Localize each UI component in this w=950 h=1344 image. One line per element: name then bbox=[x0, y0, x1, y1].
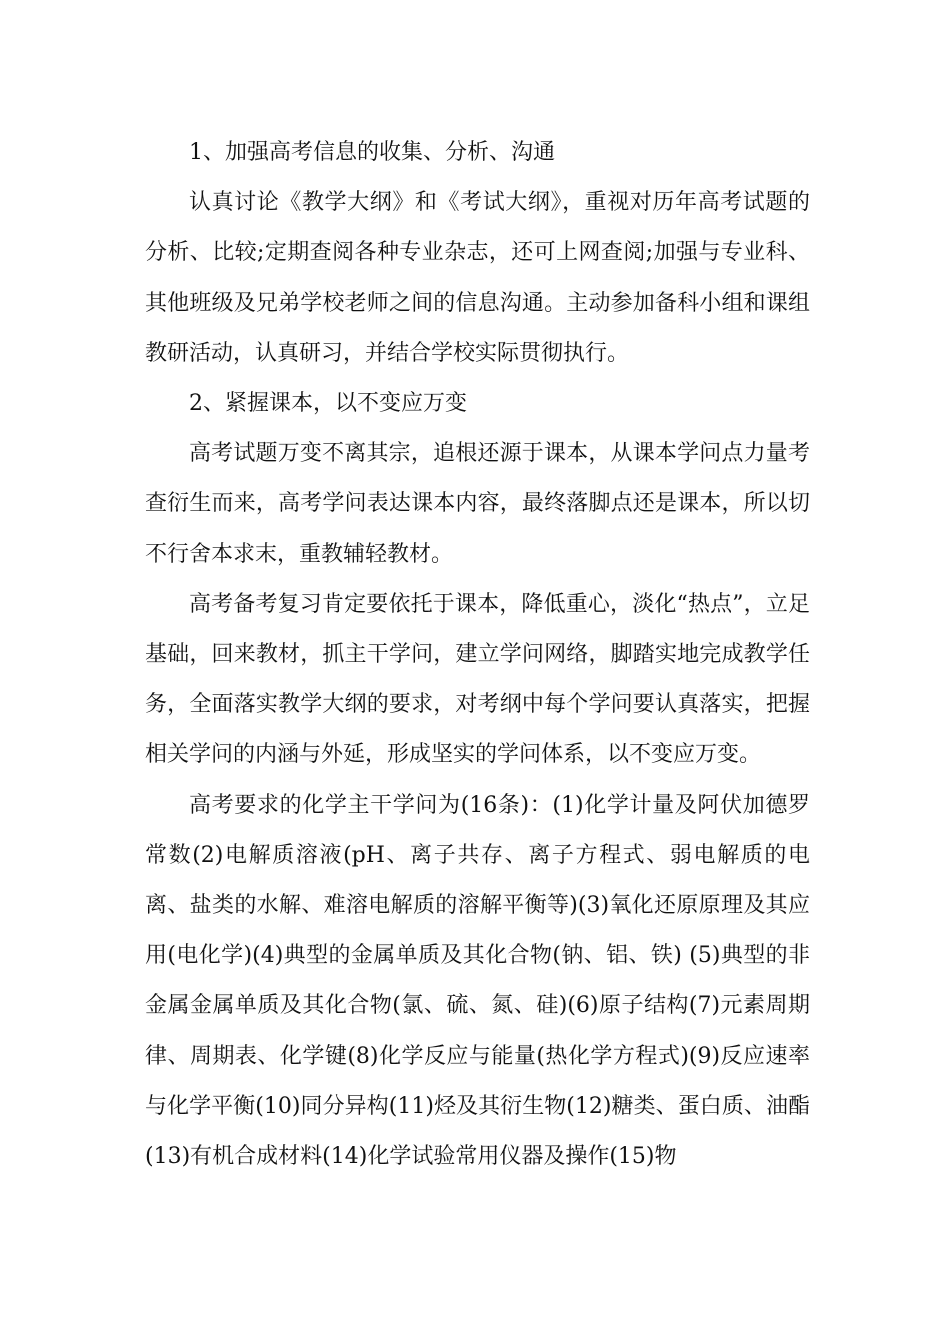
section-heading-1: 1、加强高考信息的收集、分析、沟通 bbox=[189, 140, 555, 165]
section-heading-2: 2、紧握课本，以不变应万变 bbox=[189, 391, 467, 417]
paragraph: 高考试题万变不离其宗，追根还源于课本，从课本学问点力量考查衍生而来，高考学问表达课本内容，最终落脚点还是课本，所以切不行舍本求末，重教辅轻教材。 bbox=[145, 441, 810, 567]
document-body bbox=[145, 128, 810, 1182]
paragraph: 认真讨论《教学大纲》和《考试大纲》，重视对历年高考试题的分析、比较;定期查阅各种专业杂志，还可上网查阅;加强与专业科、其他班级及兄弟学校老师之间的信息沟通。主动参加备科小组和课组教研活动，认真研习，并结合学校实际贯彻执行。 bbox=[145, 190, 810, 366]
paragraph: 高考备考复习肯定要依托于课本，降低重心，淡化“热点”，立足基础，回来教材，抓主干学问，建立学问网络，脚踏实地完成教学任务，全面落实教学大纲的要求，对考纲中每个学问要认真落实，把握相关学问的内涵与外延，形成坚实的学问体系，以不变应万变。 bbox=[145, 591, 810, 768]
paragraph: 高考要求的化学主干学问为(16条)：(1)化学计量及阿伏加德罗常数(2)电解质溶液(pH、离子共存、离子方程式、弱电解质的电离、盐类的水解、难溶电解质的溶解平衡等)(3)氧化还原原理及其应用(电化学)(4)典型的金属单质及其化合物(钠、铝、铁) (5)典型的非金属金属单质及其化合物(氯、硫、氮、硅)(6)原子结构(7)元素周期律、周期表、化学键(8)化学反应与能量(热化学方程式)(9)反应速率与化学平衡(10)同分异构(11)烃及其衍生物(12)糖类、蛋白质、油酯(13)有机合成材料(14)化学试验常用仪器及操作(15)物 bbox=[145, 792, 810, 1170]
